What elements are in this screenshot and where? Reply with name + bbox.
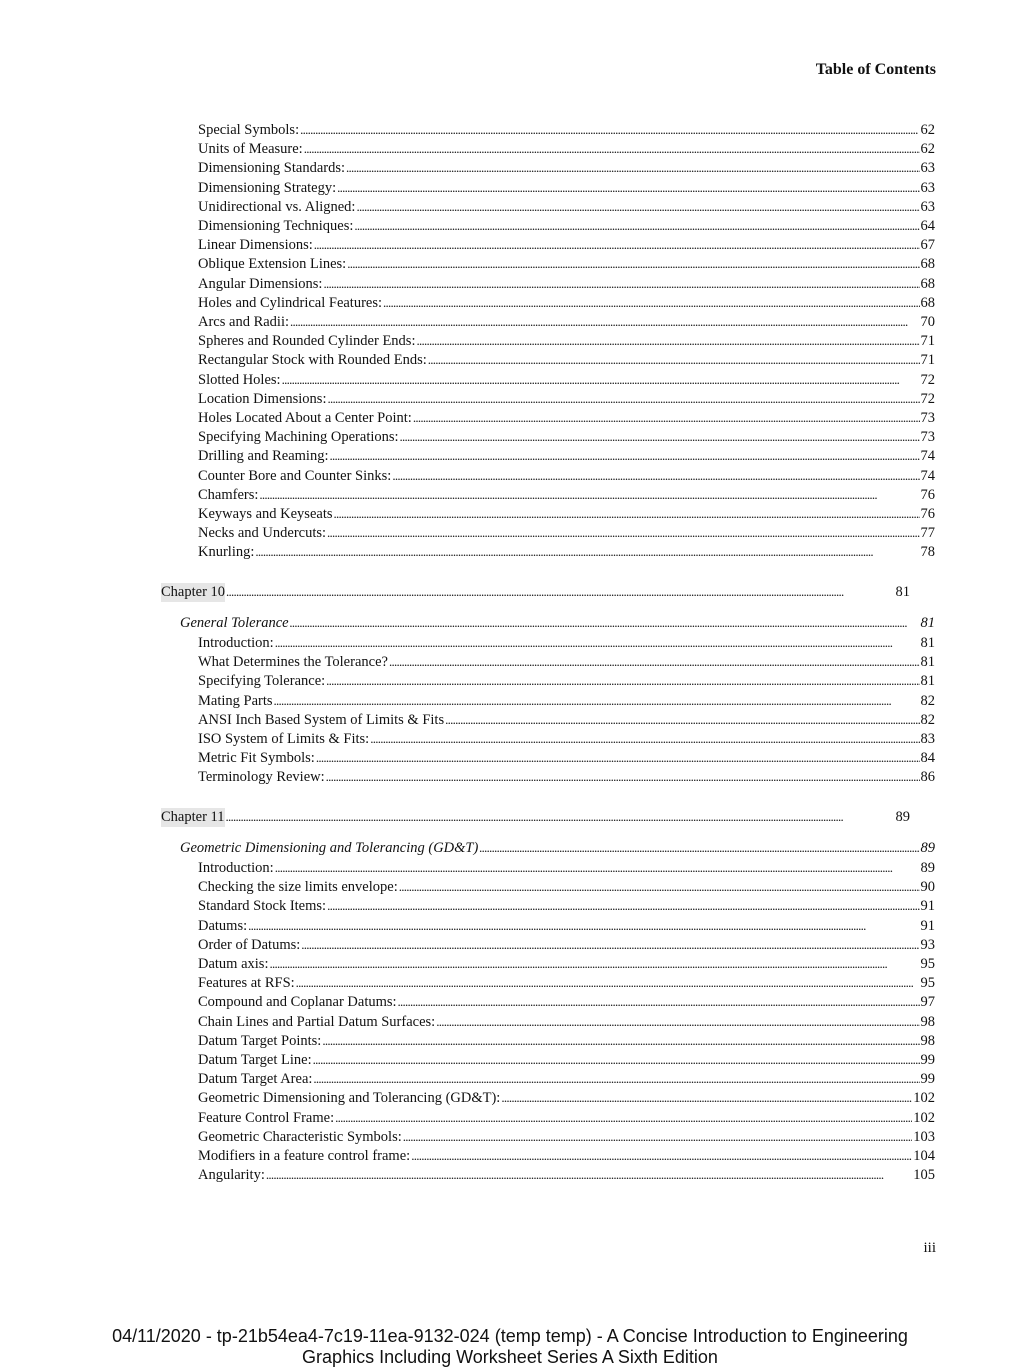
toc-entry-page: 93 (920, 936, 935, 953)
toc-entry-page: 74 (920, 467, 935, 484)
dot-leader (226, 807, 895, 827)
dot-leader (327, 389, 919, 409)
toc-entry-page: 68 (920, 275, 935, 292)
toc-entry-title: Compound and Coplanar Datums: (198, 994, 397, 1011)
toc-entry-title: Keyways and Keyseats (198, 506, 333, 522)
toc-entry-page: 72 (920, 371, 935, 388)
toc-entry[interactable] (198, 523, 935, 542)
toc-entry-page: 104 (913, 1148, 935, 1164)
toc-entry-page: 98 (920, 1013, 935, 1030)
toc-entry-title: Dimensioning Strategy: (198, 179, 337, 196)
toc-entry-title: Dimensioning Standards: (198, 160, 346, 177)
toc-entry[interactable] (198, 954, 935, 973)
toc-entry-title: Units of Measure: (198, 141, 303, 158)
toc-entry-page: 102 (913, 1090, 935, 1107)
toc-entry[interactable] (198, 1127, 935, 1146)
dot-leader (269, 954, 919, 974)
toc-entry-title: Counter Bore and Counter Sinks: (198, 467, 392, 484)
dot-leader (313, 1069, 919, 1089)
toc-chapter-11[interactable] (161, 807, 910, 826)
toc-entry[interactable] (198, 1069, 935, 1088)
toc-entry-page: 73 (920, 429, 935, 446)
toc-entry[interactable] (198, 178, 935, 197)
page-header-title: Table of Contents (815, 61, 936, 78)
toc-entry-title: Datum Target Area: (198, 1071, 313, 1088)
dot-leader (314, 235, 920, 255)
dot-leader (354, 216, 919, 236)
toc-entry[interactable] (198, 158, 935, 177)
toc-entry-title: ISO System of Limits & Fits: (198, 731, 370, 747)
toc-entry-title: Spheres and Rounded Cylinder Ends: (198, 333, 416, 350)
toc-entry-title: Geometric Dimensioning and Tolerancing (GD&T): (198, 1090, 501, 1107)
toc-chapter-11-page: 89 (895, 809, 910, 825)
toc-entry[interactable] (198, 466, 935, 485)
toc-entry-title: Introduction: (198, 635, 274, 651)
dot-leader (290, 312, 919, 332)
dot-leader (337, 178, 919, 198)
toc-entry-page: 68 (920, 256, 935, 273)
dot-leader (275, 633, 920, 653)
dot-leader (436, 1012, 919, 1032)
toc-entry-page: 76 (920, 486, 935, 503)
toc-entry[interactable] (198, 1088, 935, 1107)
toc-entry[interactable] (198, 767, 935, 786)
toc-entry[interactable] (198, 1031, 935, 1050)
dot-leader (282, 370, 920, 390)
toc-entry-title: Modifiers in a feature control frame: (198, 1148, 411, 1164)
toc-entry-page: 99 (920, 1052, 935, 1068)
dot-leader (274, 691, 920, 711)
toc-entry-title: Necks and Undercuts: (198, 525, 327, 542)
dot-leader (398, 992, 920, 1012)
toc-entry-page: 70 (920, 314, 935, 330)
toc-entry[interactable] (198, 254, 935, 273)
dot-leader (411, 1146, 912, 1166)
toc-entry-title: Special Symbols: (198, 122, 300, 138)
footer-line-2: Graphics Including Worksheet Series A Sixth Edition (302, 1347, 718, 1367)
toc-chapter-10[interactable] (161, 582, 910, 601)
toc-entry[interactable] (198, 312, 935, 331)
dot-leader (266, 1165, 912, 1185)
toc-entry[interactable] (198, 935, 935, 954)
dot-leader (346, 158, 919, 178)
toc-entry-page: 89 (920, 860, 935, 876)
dot-leader (316, 748, 920, 768)
toc-entry-page: 71 (920, 352, 935, 369)
dot-leader (322, 1031, 919, 1051)
toc-entry[interactable] (198, 1012, 935, 1031)
dot-leader (275, 858, 920, 878)
toc-entry[interactable] (198, 973, 935, 992)
dot-leader (327, 523, 919, 543)
toc-entry-page: 81 (920, 654, 935, 671)
toc-entry-page: 97 (920, 994, 935, 1011)
toc-entry[interactable] (198, 877, 935, 896)
dot-leader (356, 197, 919, 217)
toc-entry-page: 63 (920, 160, 935, 177)
toc-section-gdt[interactable] (180, 838, 935, 857)
toc-entry[interactable] (198, 485, 935, 504)
dot-leader (335, 1108, 912, 1128)
toc-entry-title: Specifying Tolerance: (198, 673, 326, 690)
toc-entry-title: Location Dimensions: (198, 390, 327, 407)
toc-section-gdt-page: 89 (920, 840, 935, 856)
toc-entry-title: Angularity: (198, 1167, 265, 1184)
dot-leader (326, 671, 919, 691)
toc-entry-title: Oblique Extension Lines: (198, 256, 347, 273)
toc-entry-title: Slotted Holes: (198, 371, 281, 388)
toc-entry-title: Drilling and Reaming: (198, 448, 329, 465)
dot-leader (259, 485, 919, 505)
toc-entry[interactable] (198, 633, 935, 652)
toc-entry-page: 81 (920, 673, 935, 690)
dot-leader (413, 408, 920, 428)
dot-leader (403, 1127, 912, 1147)
toc-entry[interactable] (198, 1165, 935, 1184)
toc-section-general-tolerance-page: 81 (920, 615, 935, 631)
toc-entry[interactable] (198, 197, 935, 216)
dot-leader (400, 427, 920, 447)
toc-entry[interactable] (198, 408, 935, 427)
toc-entry-title: Knurling: (198, 544, 255, 561)
toc-entry[interactable] (198, 542, 935, 561)
toc-entry-page: 91 (920, 898, 935, 915)
toc-entry[interactable] (198, 139, 935, 158)
toc-entry[interactable] (198, 370, 935, 389)
dot-leader (248, 916, 919, 936)
dot-leader (479, 838, 919, 858)
toc-entry[interactable] (198, 691, 935, 710)
toc-entry-page: 91 (920, 917, 935, 934)
toc-entry-title: Geometric Characteristic Symbols: (198, 1128, 402, 1145)
toc-entry[interactable] (198, 1050, 935, 1069)
footer-watermark (0, 1326, 1020, 1368)
toc-entry-page: 95 (920, 956, 935, 972)
toc-entry-title: Standard Stock Items: (198, 898, 327, 915)
toc-chapter-10-title: Chapter 10 (161, 584, 226, 600)
toc-entry-page: 98 (920, 1032, 935, 1049)
toc-entry[interactable] (198, 120, 935, 139)
toc-entry-page: 62 (920, 141, 935, 158)
dot-leader (255, 542, 919, 562)
toc-chapter-10-page: 81 (895, 584, 910, 600)
toc-entry-title: Linear Dimensions: (198, 237, 313, 254)
toc-entry-page: 73 (920, 410, 935, 426)
toc-entry-page: 62 (920, 122, 935, 138)
toc-entry-page: 90 (920, 879, 935, 896)
toc-entry-page: 76 (920, 506, 935, 522)
dot-leader (383, 293, 919, 313)
toc-entry-title: Chain Lines and Partial Datum Surfaces: (198, 1013, 436, 1030)
dot-leader (300, 120, 919, 140)
toc-entry[interactable] (198, 216, 935, 235)
toc-entry-title: Holes Located About a Center Point: (198, 410, 412, 426)
dot-leader (323, 274, 919, 294)
toc-entry[interactable] (198, 710, 935, 729)
toc-entry[interactable] (198, 1146, 935, 1165)
dot-leader (296, 973, 920, 993)
toc-entry-page: 102 (913, 1109, 935, 1126)
dot-leader (445, 710, 919, 730)
toc-entry-title: Holes and Cylindrical Features: (198, 294, 383, 311)
dot-leader (428, 350, 920, 370)
toc-entry-title: ANSI Inch Based System of Limits & Fits (198, 711, 445, 728)
toc-entry[interactable] (198, 274, 935, 293)
toc-entry-page: 95 (920, 975, 935, 992)
toc-entry[interactable] (198, 446, 935, 465)
dot-leader (389, 652, 920, 672)
dot-leader (334, 504, 920, 524)
toc-entry[interactable] (198, 652, 935, 671)
page-number: iii (923, 1240, 936, 1256)
toc-entry-page: 72 (920, 390, 935, 407)
toc-entry-page: 84 (920, 750, 935, 767)
toc-entry[interactable] (198, 1108, 935, 1127)
toc-entry[interactable] (198, 427, 935, 446)
toc-entry[interactable] (198, 992, 935, 1011)
toc-section-general-tolerance[interactable] (180, 613, 935, 632)
toc-section-gdt-title: Geometric Dimensioning and Tolerancing (GD&T) (180, 840, 479, 856)
dot-leader (501, 1088, 912, 1108)
toc-entry-title: Datum axis: (198, 956, 269, 972)
toc-entry-title: Dimensioning Techniques: (198, 218, 354, 234)
toc-entry-title: Datum Target Points: (198, 1032, 322, 1049)
toc-chapter-11-title: Chapter 11 (161, 809, 225, 825)
toc-entry[interactable] (198, 293, 935, 312)
toc-entry-title: Specifying Machining Operations: (198, 429, 399, 446)
toc-entry-page: 71 (920, 333, 935, 350)
toc-entry-title: Order of Datums: (198, 936, 301, 953)
toc-entry-page: 63 (920, 179, 935, 196)
toc-entry-title: Features at RFS: (198, 975, 295, 992)
toc-section-general-tolerance-title: General Tolerance (180, 615, 289, 631)
toc-entry-title: Introduction: (198, 860, 274, 876)
toc-entry-title: What Determines the Tolerance? (198, 654, 388, 671)
dot-leader (370, 729, 919, 749)
toc-entry-page: 81 (920, 635, 935, 651)
toc-entry-title: Mating Parts (198, 692, 273, 709)
toc-entry-page: 99 (920, 1071, 935, 1088)
toc-entry-title: Datums: (198, 917, 248, 934)
toc-entry-page: 64 (920, 218, 935, 234)
dot-leader (399, 877, 920, 897)
toc-entry[interactable] (198, 504, 935, 523)
dot-leader (304, 139, 920, 159)
toc-entry[interactable] (198, 916, 935, 935)
toc-entry[interactable] (198, 729, 935, 748)
toc-entry-title: Unidirectional vs. Aligned: (198, 198, 356, 215)
toc-entry[interactable] (198, 858, 935, 877)
toc-entry-title: Metric Fit Symbols: (198, 750, 315, 767)
dot-leader (226, 582, 894, 602)
toc-entry-page: 74 (920, 448, 935, 465)
toc-entry-title: Chamfers: (198, 486, 259, 503)
toc-entry-title: Angular Dimensions: (198, 275, 323, 292)
toc-entry-title: Rectangular Stock with Rounded Ends: (198, 352, 427, 369)
dot-leader (327, 896, 919, 916)
toc-entry[interactable] (198, 896, 935, 915)
toc-entry-page: 78 (920, 544, 935, 561)
footer-line-1: 04/11/2020 - tp-21b54ea4-7c19-11ea-9132-024 (temp temp) - A Concise Introduction to Engineering (112, 1326, 908, 1346)
dot-leader (313, 1050, 920, 1070)
toc-entry-page: 83 (920, 731, 935, 747)
toc-entry-page: 68 (920, 294, 935, 311)
toc-entry-page: 67 (920, 237, 935, 254)
toc-entry-title: Checking the size limits envelope: (198, 879, 398, 896)
toc-entry-page: 77 (920, 525, 935, 542)
toc-entry[interactable] (198, 389, 935, 408)
dot-leader (347, 254, 919, 274)
toc-entry-title: Datum Target Line: (198, 1052, 312, 1068)
toc-entry-page: 103 (913, 1128, 935, 1145)
toc-entry[interactable] (198, 350, 935, 369)
toc-entry-page: 86 (920, 769, 935, 786)
dot-leader (392, 466, 919, 486)
toc-entry[interactable] (198, 748, 935, 767)
dot-leader (301, 935, 919, 955)
toc-entry-title: Arcs and Radii: (198, 314, 290, 330)
toc-entry-page: 105 (913, 1167, 935, 1184)
toc-entry-page: 82 (920, 692, 935, 709)
dot-leader (290, 613, 920, 633)
dot-leader (329, 446, 919, 466)
toc-entry-title: Feature Control Frame: (198, 1109, 335, 1126)
toc-entry-page: 63 (920, 198, 935, 215)
toc-entry-title: Terminology Review: (198, 769, 325, 786)
toc-entry-page: 82 (920, 711, 935, 728)
toc-entry[interactable] (198, 235, 935, 254)
dot-leader (326, 767, 920, 787)
dot-leader (416, 331, 919, 351)
toc-entry[interactable] (198, 331, 935, 350)
toc-entry[interactable] (198, 671, 935, 690)
